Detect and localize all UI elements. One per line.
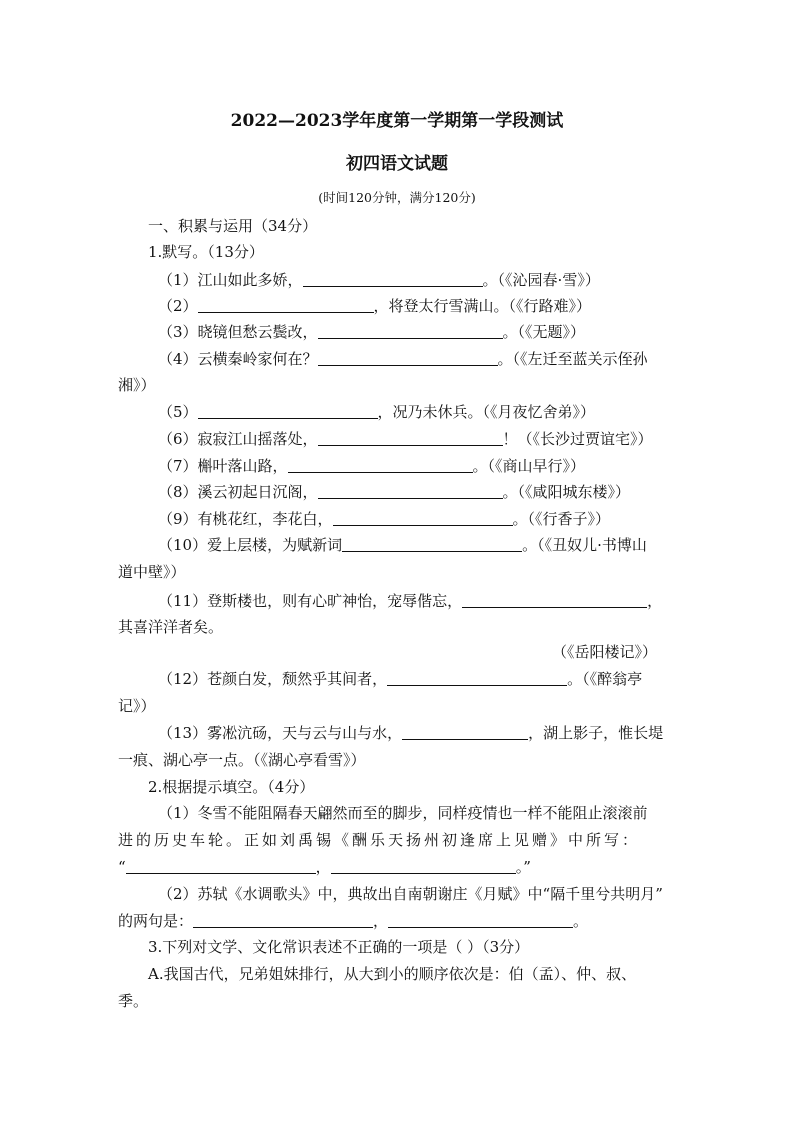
q1-item-2: （2） ，将登太行雪满山。（《行路难》） [158,297,592,315]
question-3-label: 3.下列对文学、文化常识表述不正确的一项是（ ）（3分） [148,938,530,956]
q1-item-4-wrap: 湘》） [118,376,156,394]
answer-blank[interactable] [462,593,647,608]
answer-blank[interactable] [198,404,378,419]
q3-option-a-line2: 季。 [118,992,149,1010]
q1-item-13-wrap: 一痕、湖心亭一点。（《湖心亭看雪》） [118,751,366,769]
question-2-label: 2.根据提示填空。（4分） [148,778,315,796]
answer-blank[interactable] [318,324,503,339]
answer-blank[interactable] [318,484,503,499]
answer-blank[interactable] [126,859,316,874]
q1-item-11-wrap: 其喜洋洋者矣。 [118,618,224,636]
q1-item-4: （4）云横秦岭家何在？ 。（《左迁至蓝关示侄孙 [158,350,648,368]
answer-blank[interactable] [198,298,374,313]
answer-blank[interactable] [318,431,503,446]
q1-item-1: （1）江山如此多娇， 。（《沁园春·雪》） [158,271,600,289]
q2-part1-line2: 进的历史车轮。正如刘禹锡《酬乐天扬州初逢席上见赠》中所写： [118,831,641,849]
q3-option-a-line1: A.我国古代，兄弟姐妹排行，从大到小的顺序依次是：伯（孟）、仲、叔、 [148,965,637,983]
answer-blank[interactable] [331,859,516,874]
q1-item-11: （11）登斯楼也，则有心旷神怡，宠辱偕忘， ， [158,592,663,610]
q1-item-12: （12）苍颜白发，颓然乎其间者， 。（《醉翁亭 [158,670,643,688]
q1-item-11-source: （《岳阳楼记》） [552,643,658,661]
q1-item-5: （5） ，况乃未休兵。（《月夜忆舍弟》） [158,403,596,421]
q1-item-10-wrap: 道中壁》） [118,563,186,581]
exam-note: (时间120分钟，满分120分) [318,190,476,205]
question-1-label: 1.默写。（13分） [148,243,264,261]
answer-blank[interactable] [388,913,573,928]
q1-item-8: （8）溪云初起日沉阁， 。（《咸阳城东楼》） [158,483,631,501]
q1-item-10: （10）爱上层楼，为赋新词 。（《丑奴儿·书博山 [158,536,647,554]
answer-blank[interactable] [288,458,473,473]
q1-item-3: （3）晓镜但愁云鬓改， 。（《无题》） [158,323,586,341]
q2-part2-line1: （2）苏轼《水调歌头》中，典故出自南朝谢庄《月赋》中“隔千里兮共明月” [158,885,663,903]
q1-item-13: （13）雾凇沆砀，天与云与山与水， ，湖上影子，惟长堤 [158,724,664,742]
exam-title: 2022—2023学年度第一学期第一学段测试 [230,111,564,131]
q2-part1-line1: （1）冬雪不能阻隔春天翩然而至的脚步，同样疫情也一样不能阻止滚滚前 [158,804,648,822]
q1-item-6: （6）寂寂江山摇落处， ！（《长沙过贾谊宅》） [158,430,653,448]
answer-blank[interactable] [193,913,373,928]
q1-item-7: （7）槲叶落山路， 。（《商山早行》） [158,457,586,475]
q2-part2-blanks: 的两句是： ， 。 [118,912,589,930]
answer-blank[interactable] [303,272,483,287]
answer-blank[interactable] [333,511,513,526]
answer-blank[interactable] [342,537,522,552]
q1-item-9: （9）有桃花红，李花白， 。（《行香子》） [158,510,611,528]
answer-blank[interactable] [402,725,528,740]
exam-subject: 初四语文试题 [346,154,448,174]
q1-item-12-wrap: 记》） [118,697,156,715]
answer-blank[interactable] [387,671,567,686]
answer-blank[interactable] [318,351,498,366]
section-heading: 一、积累与运用（34分） [148,217,318,235]
q2-part1-blanks: “ ， 。” [118,858,531,876]
